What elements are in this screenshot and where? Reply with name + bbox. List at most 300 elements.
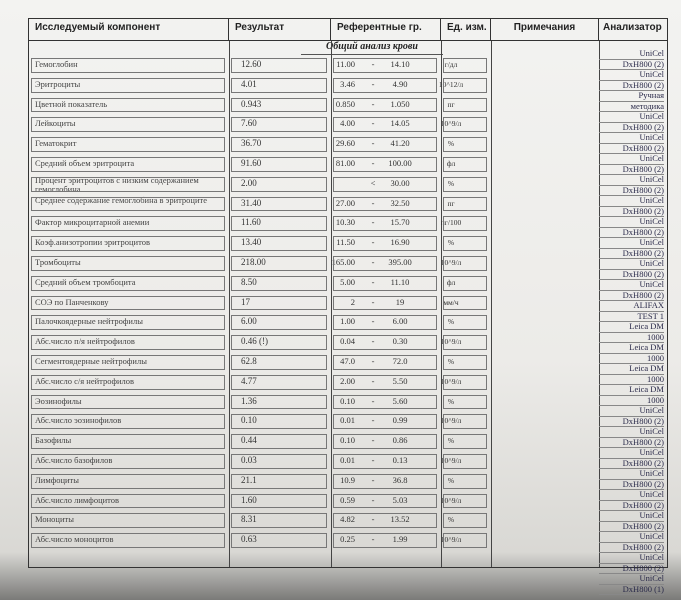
- analyzer-line: Leica DM: [599, 364, 664, 375]
- analyzer-line: UniCel: [599, 574, 664, 585]
- table-header: [29, 19, 667, 41]
- cell-border: [31, 174, 225, 194]
- component-name: Абс.число с/я нейтрофилов: [35, 375, 135, 386]
- cell-border: [443, 117, 487, 132]
- lab-results-table: [28, 18, 668, 594]
- result-value: 8.31: [241, 514, 257, 525]
- analyzer-line: UniCel: [599, 217, 664, 228]
- reference-low: 10.9: [340, 474, 355, 485]
- cell-border: [333, 355, 437, 370]
- result-value: 1.60: [241, 494, 257, 505]
- analyzer-line: DxH800 (2): [599, 60, 664, 71]
- unit-value: %: [447, 396, 455, 406]
- cell-border: [443, 375, 487, 390]
- analyzer-line: Leica DM: [599, 385, 664, 396]
- component-name: Моноциты: [35, 514, 74, 525]
- table-row: [29, 97, 599, 117]
- result-value: 0.46 (!): [241, 336, 268, 347]
- analyzer-line: UniCel: [599, 175, 664, 186]
- component-name: Лейкоциты: [35, 118, 76, 129]
- reference-separator: -: [371, 375, 375, 386]
- reference-separator: -: [371, 78, 375, 89]
- analyzer-line: Leica DM: [599, 322, 664, 333]
- cell-border: [231, 434, 327, 449]
- table-row: [29, 215, 599, 235]
- col-result-header: Результат: [229, 19, 331, 41]
- cell-border: [333, 296, 437, 311]
- cell-border: [31, 375, 225, 390]
- cell-border: [231, 236, 327, 251]
- reference-separator: -: [371, 98, 375, 109]
- cell-border: [31, 474, 225, 489]
- component-name: Абс.число лимфоцитов: [35, 494, 120, 505]
- reference-low: 0.25: [340, 534, 355, 545]
- reference-separator: -: [371, 237, 375, 248]
- cell-border: [333, 474, 437, 489]
- cell-border: [333, 157, 437, 172]
- cell-border: [443, 474, 487, 489]
- analyzer-line: DxH800 (2): [599, 522, 664, 533]
- reference-low: 0.850: [335, 98, 355, 109]
- analyzer-line: UniCel: [599, 406, 664, 417]
- cell-border: [31, 256, 225, 271]
- table-row: [29, 314, 599, 334]
- result-value: 0.03: [241, 455, 257, 465]
- result-value: 2.00: [241, 177, 257, 188]
- analyzer-line: DxH800 (2): [599, 501, 664, 512]
- analyzer-line: DxH800 (2): [599, 249, 664, 260]
- analyzer-line: 1000: [599, 375, 664, 386]
- unit-value: %: [447, 139, 455, 149]
- cell-border: [31, 98, 225, 113]
- cell-border: [31, 58, 225, 73]
- cell-border: [443, 137, 487, 152]
- table-row: [29, 136, 599, 156]
- result-value: 17: [241, 296, 250, 307]
- cell-border: [443, 513, 487, 528]
- result-value: 0.63: [241, 534, 257, 545]
- reference-low: 11.00: [336, 59, 355, 69]
- unit-value: пг: [447, 99, 455, 109]
- cell-border: [231, 117, 327, 132]
- reference-low: 5.00: [340, 276, 355, 287]
- analyzer-line: UniCel: [599, 427, 664, 438]
- reference-low: 10.30: [335, 217, 355, 228]
- cell-border: [231, 197, 327, 212]
- analyzer-column: [599, 49, 667, 595]
- cell-border: [231, 276, 327, 291]
- cell-border: [231, 296, 327, 311]
- reference-high: 0.30: [392, 336, 408, 347]
- analyzer-line: DxH800 (2): [599, 270, 664, 281]
- reference-separator: -: [371, 534, 375, 545]
- component-name: Абс.число базофилов: [35, 455, 113, 465]
- cell-border: [31, 315, 225, 330]
- reference-high: 16.90: [390, 237, 410, 248]
- reference-separator: -: [371, 474, 375, 485]
- cell-border: [333, 414, 437, 429]
- unit-value: мм/ч: [443, 297, 459, 307]
- analyzer-line: 1000: [599, 354, 664, 365]
- cell-border: [333, 315, 437, 330]
- analyzer-line: UniCel: [599, 553, 664, 564]
- unit-value: %: [447, 475, 455, 485]
- reference-separator: -: [371, 494, 375, 505]
- cell-border: [31, 236, 225, 251]
- analyzer-line: DxH800 (2): [599, 417, 664, 428]
- result-value: 12.60: [241, 59, 262, 69]
- analyzer-line: 1000: [599, 333, 664, 344]
- component-name: Цветной показатель: [35, 98, 108, 109]
- col-reference-header: Референтные гр.: [331, 19, 441, 41]
- unit-value: 10^9/л: [440, 535, 462, 545]
- analyzer-line: 1000: [599, 396, 664, 407]
- analyzer-line: DxH800 (2): [599, 165, 664, 176]
- cell-border: [31, 335, 225, 350]
- reference-high: 5.50: [392, 375, 408, 386]
- cell-border: [333, 395, 437, 410]
- analyzer-line: DxH800 (2): [599, 291, 664, 302]
- table-row: [29, 275, 599, 295]
- cell-border: [231, 335, 327, 350]
- cell-border: [333, 98, 437, 113]
- cell-border: [231, 474, 327, 489]
- reference-separator: -: [371, 514, 375, 525]
- unit-value: %: [447, 178, 455, 188]
- component-name: Средний объем тромбоцита: [35, 276, 136, 287]
- result-value: 0.943: [241, 98, 262, 109]
- reference-low: 0.10: [340, 395, 355, 406]
- table-row: [29, 493, 599, 513]
- cell-border: [443, 197, 487, 212]
- result-value: 62.8: [241, 356, 257, 366]
- result-value: 7.60: [241, 118, 257, 129]
- component-name: Абс.число моноцитов: [35, 534, 114, 545]
- table-row: [29, 334, 599, 354]
- result-value: 4.77: [241, 375, 257, 386]
- reference-low: 0.04: [340, 336, 355, 347]
- analyzer-line: DxH800 (2): [599, 564, 664, 575]
- reference-low: 47.0: [340, 356, 355, 366]
- analyzer-line: UniCel: [599, 238, 664, 249]
- cell-border: [443, 58, 487, 73]
- analyzer-line: Ручная: [599, 91, 664, 102]
- reference-separator: -: [371, 455, 375, 465]
- cell-border: [231, 177, 327, 192]
- reference-high: 19: [395, 296, 405, 307]
- cell-border: [333, 197, 437, 212]
- cell-border: [231, 315, 327, 330]
- cell-border: [443, 454, 487, 469]
- cell-border: [333, 276, 437, 291]
- unit-value: фл: [446, 277, 456, 287]
- reference-separator: -: [371, 356, 375, 366]
- cell-border: [333, 117, 437, 132]
- cell-border: [443, 157, 487, 172]
- reference-low: 2: [350, 296, 355, 307]
- reference-low: 1.00: [340, 316, 355, 327]
- cell-border: [333, 454, 437, 469]
- reference-separator: -: [371, 138, 375, 149]
- table-row: [29, 295, 599, 315]
- reference-high: 11.10: [390, 276, 410, 287]
- analyzer-line: DxH800 (2): [599, 123, 664, 134]
- reference-separator: -: [371, 395, 375, 406]
- cell-border: [443, 315, 487, 330]
- cell-border: [231, 157, 327, 172]
- cell-border: [443, 533, 487, 548]
- analyzer-line: UniCel: [599, 259, 664, 270]
- component-name: Сегментоядерные нейтрофилы: [35, 356, 147, 366]
- reference-high: 15.70: [390, 217, 410, 228]
- col-notes-header: Примечания: [491, 19, 599, 41]
- reference-high: 1.99: [392, 534, 408, 545]
- analyzer-line: DxH800 (2): [599, 228, 664, 239]
- result-value: 6.00: [241, 316, 257, 327]
- cell-border: [443, 414, 487, 429]
- cell-border: [31, 414, 225, 429]
- table-row: [29, 255, 599, 275]
- table-row: [29, 394, 599, 414]
- reference-high: 100.00: [388, 158, 412, 168]
- result-value: 0.10: [241, 415, 257, 426]
- analyzer-line: UniCel: [599, 532, 664, 543]
- component-name: Лимфоциты: [35, 474, 79, 485]
- unit-value: %: [447, 357, 455, 366]
- component-name: Гематокрит: [35, 138, 77, 149]
- reference-low: 165.00: [331, 257, 355, 267]
- component-name: Базофилы: [35, 435, 72, 446]
- table-row: [29, 532, 599, 552]
- reference-high: 32.50: [390, 197, 410, 208]
- cell-border: [231, 513, 327, 528]
- result-value: 1.36: [241, 395, 257, 406]
- reference-separator: -: [371, 276, 375, 287]
- cell-border: [333, 177, 437, 192]
- cell-border: [443, 276, 487, 291]
- analyzer-line: UniCel: [599, 511, 664, 522]
- table-row: [29, 354, 599, 374]
- cell-border: [231, 58, 327, 73]
- section-title: Общий анализ крови: [301, 41, 443, 55]
- reference-low: 81.00: [335, 158, 355, 168]
- unit-value: 10^9/л: [440, 258, 462, 267]
- analyzer-line: DxH800 (2): [599, 543, 664, 554]
- component-name: Процент эритроцитов с низким содержанием гемоглобина: [35, 174, 199, 194]
- reference-separator: -: [371, 336, 375, 347]
- reference-low: 3.46: [340, 78, 355, 89]
- cell-border: [443, 177, 487, 192]
- cell-border: [333, 335, 437, 350]
- cell-border: [31, 454, 225, 469]
- col-analyzer-header: Анализатор: [603, 22, 662, 33]
- cell-border: [31, 395, 225, 410]
- cell-border: [231, 395, 327, 410]
- unit-value: 10^9/л: [440, 337, 462, 347]
- unit-value: %: [447, 436, 455, 446]
- unit-value: %: [447, 515, 455, 525]
- analyzer-line: Leica DM: [599, 343, 664, 354]
- reference-separator: -: [371, 316, 375, 327]
- cell-border: [231, 256, 327, 271]
- analyzer-line: DxH800 (2): [599, 438, 664, 449]
- cell-border: [443, 256, 487, 271]
- component-name: Средний объем эритроцита: [35, 158, 135, 168]
- analyzer-line: DxH800 (2): [599, 144, 664, 155]
- reference-high: 5.03: [392, 494, 408, 505]
- cell-border: [443, 78, 487, 93]
- cell-border: [231, 454, 327, 469]
- analyzer-line: ALIFAX: [599, 301, 664, 312]
- cell-border: [231, 98, 327, 113]
- analyzer-line: UniCel: [599, 448, 664, 459]
- reference-high: 14.05: [390, 118, 410, 129]
- result-value: 8.50: [241, 276, 257, 287]
- analyzer-line: UniCel: [599, 196, 664, 207]
- reference-high: 13.52: [390, 514, 410, 525]
- reference-separator: -: [371, 158, 375, 168]
- analyzer-line: DxH800 (2): [599, 207, 664, 218]
- reference-high: 72.0: [392, 356, 408, 366]
- reference-separator: -: [371, 257, 375, 267]
- table-row: [29, 57, 599, 77]
- reference-high: 6.00: [392, 316, 408, 327]
- cell-border: [443, 296, 487, 311]
- reference-high: 0.99: [392, 415, 408, 426]
- analyzer-line: DxH800 (2): [599, 459, 664, 470]
- col-component-header: Исследуемый компонент: [29, 19, 229, 41]
- table-row: [29, 156, 599, 176]
- cell-border: [31, 276, 225, 291]
- reference-separator: -: [371, 435, 375, 446]
- reference-low: 2.00: [340, 375, 355, 386]
- table-row: [29, 433, 599, 453]
- cell-border: [333, 78, 437, 93]
- result-value: 91.60: [241, 158, 262, 168]
- unit-value: 10^9/л: [440, 495, 462, 505]
- analyzer-line: DxH800 (2): [599, 81, 664, 92]
- cell-border: [333, 137, 437, 152]
- table-row: [29, 77, 599, 97]
- cell-border: [31, 434, 225, 449]
- component-name: Коэф.анизотропии эритроцитов: [35, 237, 150, 248]
- reference-high: 14.10: [390, 59, 410, 69]
- cell-border: [231, 414, 327, 429]
- analyzer-line: DxH800 (2): [599, 480, 664, 491]
- analyzer-line: DxH800 (2): [599, 186, 664, 197]
- analyzer-line: UniCel: [599, 469, 664, 480]
- cell-border: [443, 395, 487, 410]
- reference-high: 41.20: [390, 138, 410, 149]
- reference-high: 5.60: [392, 395, 408, 406]
- unit-value: пг: [447, 198, 455, 208]
- cell-border: [333, 216, 437, 231]
- analyzer-line: UniCel: [599, 490, 664, 501]
- unit-value: 10^9/л: [440, 456, 462, 465]
- component-name: Палочкоядерные нейтрофилы: [35, 316, 143, 327]
- reference-low: 0.59: [340, 494, 355, 505]
- component-name: Гемоглобин: [35, 59, 78, 69]
- reference-high: 1.050: [390, 98, 410, 109]
- table-row: [29, 413, 599, 433]
- cell-border: [443, 236, 487, 251]
- unit-value: 10^9/л: [440, 376, 462, 386]
- cell-border: [231, 355, 327, 370]
- cell-border: [333, 58, 437, 73]
- analyzer-line: UniCel: [599, 280, 664, 291]
- component-name: Среднее содержание гемоглобина в эритроците: [35, 194, 208, 205]
- cell-border: [231, 494, 327, 509]
- result-value: 36.70: [241, 138, 262, 149]
- table-row: [29, 512, 599, 532]
- component-name: Тромбоциты: [35, 257, 81, 267]
- reference-separator: -: [371, 217, 375, 228]
- cell-border: [333, 434, 437, 449]
- reference-low: 11.50: [336, 237, 355, 248]
- analyzer-line: методика: [599, 102, 664, 113]
- cell-border: [31, 78, 225, 93]
- cell-border: [443, 216, 487, 231]
- cell-border: [443, 434, 487, 449]
- component-name: СОЭ по Панченкову: [35, 296, 109, 307]
- analyzer-line: DxH800 (1): [599, 585, 664, 596]
- result-value: 21.1: [241, 474, 257, 485]
- table-row: [29, 116, 599, 136]
- result-value: 13.40: [241, 237, 262, 248]
- component-name: Эритроциты: [35, 78, 81, 89]
- cell-border: [31, 157, 225, 172]
- reference-low: 0.01: [340, 455, 355, 465]
- result-value: 0.44: [241, 435, 257, 446]
- reference-separator: <: [370, 177, 376, 188]
- cell-border: [333, 256, 437, 271]
- table-row: [29, 374, 599, 394]
- cell-border: [231, 533, 327, 548]
- result-value: 218.00: [241, 257, 266, 267]
- cell-border: [231, 137, 327, 152]
- reference-low: 0.10: [340, 435, 355, 446]
- cell-border: [333, 375, 437, 390]
- reference-high: 0.86: [392, 435, 408, 446]
- unit-value: %: [447, 238, 455, 248]
- cell-border: [231, 375, 327, 390]
- reference-low: 4.00: [340, 118, 355, 129]
- reference-high: 4.90: [392, 78, 408, 89]
- result-value: 31.40: [241, 197, 262, 208]
- analyzer-line: UniCel: [599, 112, 664, 123]
- reference-low: 29.60: [335, 138, 355, 149]
- cell-border: [31, 494, 225, 509]
- cell-border: [333, 236, 437, 251]
- col-unit-header: Ед. изм.: [441, 19, 491, 41]
- cell-border: [443, 355, 487, 370]
- analyzer-line: UniCel: [599, 154, 664, 165]
- reference-high: 36.8: [392, 474, 408, 485]
- cell-border: [31, 513, 225, 528]
- unit-value: 10^12/л: [438, 79, 464, 89]
- reference-high: 0.13: [392, 455, 408, 465]
- cell-border: [333, 494, 437, 509]
- reference-low: 0.01: [340, 415, 355, 426]
- cell-border: [443, 494, 487, 509]
- table-row: [29, 473, 599, 493]
- reference-separator: -: [371, 59, 375, 69]
- unit-value: 10^9/л: [440, 119, 462, 129]
- cell-border: [31, 355, 225, 370]
- table-row: [29, 196, 599, 216]
- reference-high: 30.00: [390, 177, 410, 188]
- cell-border: [443, 335, 487, 350]
